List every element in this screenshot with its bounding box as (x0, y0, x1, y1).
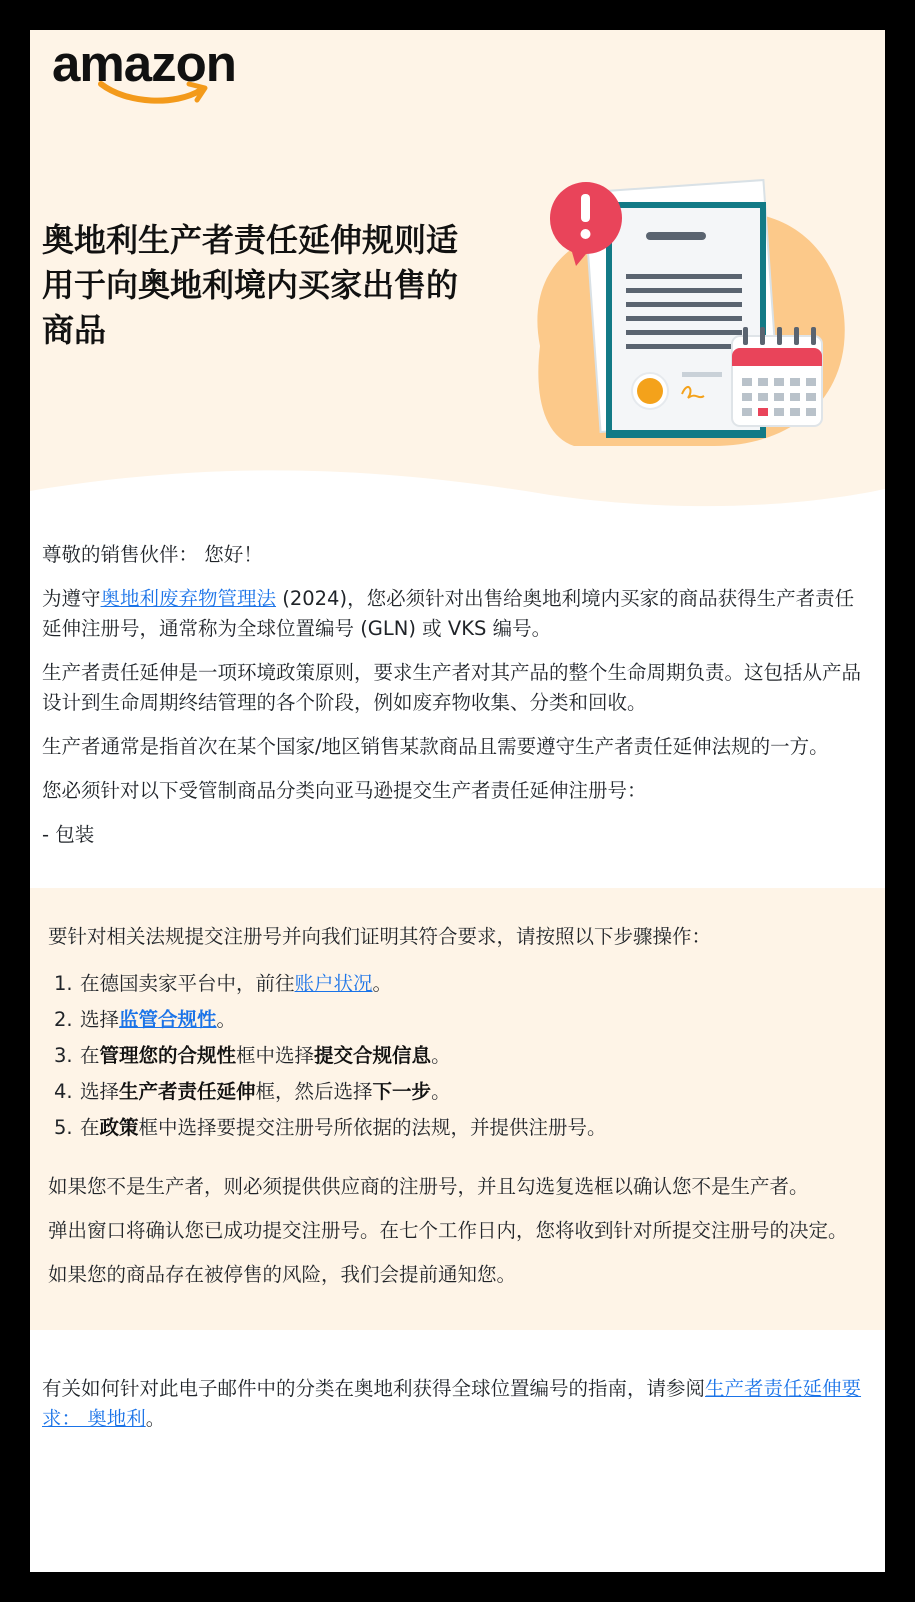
step-text: 。 (372, 972, 393, 995)
intro-section (30, 510, 885, 888)
not-producer-paragraph: 如果您不是生产者，则必须提供供应商的注册号，并且勾选复选框以确认您不是生产者。 (48, 1175, 809, 1198)
footer-text: 。 (145, 1407, 166, 1430)
step-text: 在德国卖家平台中，前往 (80, 972, 295, 995)
step-bold-text: 提交合规信息 (314, 1044, 432, 1067)
step-text: 框，然后选择 (255, 1080, 373, 1103)
step-item (48, 1038, 867, 1074)
step-bold-text: 政策 (99, 1116, 139, 1139)
step-text: 在 (80, 1116, 100, 1139)
steps-section (30, 888, 885, 1330)
step-item (48, 1002, 867, 1038)
amazon-logo[interactable] (52, 36, 262, 108)
step-text: 选择 (80, 1080, 120, 1103)
risk-notice-paragraph: 如果您的商品存在被停售的风险，我们会提前通知您。 (48, 1263, 517, 1286)
step-number: 2. (54, 1008, 73, 1031)
certificate-illustration-icon (514, 146, 850, 470)
hero-banner (30, 30, 885, 510)
intro-paragraph-categories: 您必须针对以下受管制商品分类向亚马逊提交生产者责任延伸注册号： (42, 779, 647, 802)
step-bold-text: 生产者责任延伸 (119, 1080, 256, 1103)
intro-paragraph-law (42, 584, 873, 644)
step-item (48, 1074, 867, 1110)
step-text: 框中选择 (236, 1044, 315, 1067)
steps-list (48, 966, 867, 1146)
category-packaging: - 包装 (42, 823, 95, 846)
email-card (30, 30, 885, 1572)
footer-section (30, 1330, 885, 1434)
greeting: 尊敬的销售伙伴： 您好！ (42, 543, 263, 566)
footer-text: 有关如何针对此电子邮件中的分类在奥地利获得全球位置编号的指南，请参阅 (42, 1377, 706, 1400)
austria-waste-law-link[interactable]: 奥地利废弃物管理法 (100, 587, 277, 610)
step-text: 选择 (80, 1008, 120, 1031)
footer-paragraph (42, 1374, 873, 1434)
intro-paragraph-epr: 生产者责任延伸是一项环境政策原则，要求生产者对其产品的整个生命周期负责。这包括从产品设计到生命周期终结管理的各个阶段，例如废弃物收集、分类和回收。 (42, 661, 862, 714)
step-number: 5. (54, 1116, 73, 1139)
step-text: 在 (80, 1044, 100, 1067)
page-title: 奥地利生产者责任延伸规则适用于向奥地利境内买家出售的商品 (42, 221, 459, 349)
step-bold-text: 管理您的合规性 (99, 1044, 237, 1067)
step-number: 4. (54, 1080, 73, 1103)
step-text: 。 (216, 1008, 237, 1031)
step-item (48, 966, 867, 1002)
steps-intro: 要针对相关法规提交注册号并向我们证明其符合要求，请按照以下步骤操作： (48, 925, 712, 948)
regulatory-compliance-link[interactable]: 监管合规性 (119, 1008, 217, 1031)
step-number: 3. (54, 1044, 73, 1067)
intro-paragraph-producer: 生产者通常是指首次在某个国家/地区销售某款商品且需要遵守生产者责任延伸法规的一方。 (42, 735, 829, 758)
account-health-link[interactable]: 账户状况 (294, 972, 373, 995)
step-bold-text: 下一步 (372, 1080, 432, 1103)
step-text: 。 (431, 1044, 451, 1067)
intro-p1-prefix: 为遵守 (42, 587, 101, 610)
step-text: 框中选择要提交注册号所依据的法规，并提供注册号。 (138, 1116, 607, 1139)
epr-requirements-austria-link[interactable]: 生产者责任延伸要求： 奥地利 (42, 1377, 862, 1430)
step-item (48, 1110, 867, 1146)
step-text: 。 (431, 1080, 451, 1103)
logo-wordmark: amazon (52, 35, 236, 92)
hero-wave-divider (30, 465, 885, 511)
intro-p1-suffix: (2024)，您必须针对出售给奥地利境内买家的商品获得生产者责任延伸注册号，通常称为全球位置编号 (GLN) 或 VKS 编号。 (42, 587, 855, 640)
smile-arrow-icon (97, 78, 211, 108)
step-number: 1. (54, 972, 73, 995)
popup-confirmation-paragraph: 弹出窗口将确认您已成功提交注册号。在七个工作日内，您将收到针对所提交注册号的决定。 (48, 1219, 848, 1242)
